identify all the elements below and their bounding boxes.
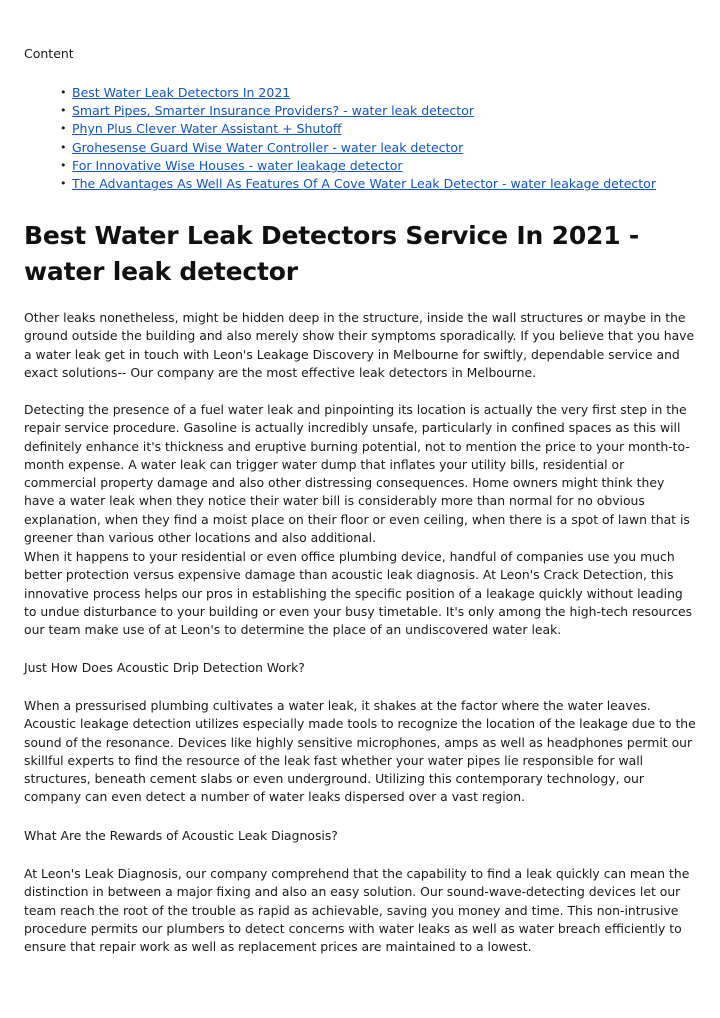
paragraph-intro: Other leaks nonetheless, might be hidden deep in the structure, inside the wall structures or maybe in the ground outside the building and also merely show their symptoms sporadically. If you believe that you have a water leak get in touch with Leon's Leakage Discovery in Melbourne for swiftly, dependable service and exact solutions-- Our company are the most effective leak detectors in Melbourne.	[24, 310, 695, 380]
subheading-how-it-works: Just How Does Acoustic Drip Detection Work?	[24, 660, 305, 675]
toc-item	[60, 84, 656, 102]
toc-link-cove-water-leak-detector[interactable]: The Advantages As Well As Features Of A Cove Water Leak Detector - water leakage detector	[72, 176, 656, 192]
toc-link-best-water-leak-detectors[interactable]: Best Water Leak Detectors In 2021	[72, 85, 291, 100]
toc-item	[60, 139, 656, 157]
page-title: Best Water Leak Detectors Service In 2021 - water leak detector	[24, 221, 640, 286]
bullet-icon: •	[60, 86, 67, 99]
bullet-icon: •	[60, 122, 67, 136]
subheading-rewards: What Are the Rewards of Acoustic Leak Diagnosis?	[24, 828, 338, 843]
paragraph-detecting: Detecting the presence of a fuel water leak and pinpointing its location is actually the very first step in the repair service procedure. Gasoline is actually incredibly unsafe, particularly in confined spaces as this will definitely enhance it's thickness and eruptive burning potential, not to mention the price to your month-to-month expense. A water leak can trigger water dump that inflates your utility bills, residential or commercial property damage and also other distressing consequences. Home owners might think they have a water leak when they notice their water bill is considerably more than normal for no obvious explanation, when they find a moist place on their floor or even ceiling, when there is a spot of lawn that is greener than various other locations and also additional.	[24, 402, 690, 546]
bullet-icon: •	[60, 140, 67, 154]
table-of-contents	[60, 84, 656, 193]
toc-item	[60, 157, 656, 175]
bullet-icon: •	[60, 158, 67, 172]
paragraph-pressurised: When a pressurised plumbing cultivates a water leak, it shakes at the factor where the water leaves. Acoustic leakage detection utilizes especially made tools to recognize the location of the leakage due to the sound of the resonance. Devices like highly sensitive microphones, amps as well as headphones permit our skillful experts to find the resource of the leak fast whether your water pipes lie responsible for wall structures, beneath cement slabs or even underground. Utilizing this contemporary technology, our company can even detect a number of water leaks dispersed over a vast region.	[24, 698, 696, 805]
toc-link-innovative-wise-houses[interactable]: For Innovative Wise Houses - water leakage detector	[72, 157, 403, 173]
toc-link-smart-pipes[interactable]: Smart Pipes, Smarter Insurance Providers? - water leak detector	[72, 103, 474, 119]
toc-item	[60, 120, 656, 138]
paragraph-rewards: At Leon's Leak Diagnosis, our company comprehend that the capability to find a leak quickly can mean the distinction in between a major fixing and also an easy solution. Our sound-wave-detecting devices let our team reach the root of the trouble as rapid as achievable, saving you money and time. This non-intrusive procedure permits our plumbers to detect concerns with water leaks as well as water breach efficiently to ensure that repair work as well as replacement prices are maintained to a lowest.	[24, 866, 690, 955]
toc-link-phyn-plus[interactable]: Phyn Plus Clever Water Assistant + Shutoff	[72, 121, 342, 137]
bullet-icon: •	[60, 177, 67, 191]
paragraph-plumbing: When it happens to your residential or even office plumbing device, handful of companies use you much better protection versus expensive damage than acoustic leak diagnosis. At Leon's Crack Detection, this innovative process helps our pros in establishing the specific position of a leakage quickly without leading to undue disturbance to your building or even your busy timetable. It's only among the high-tech resources our team make use of at Leon's to determine the place of an undiscovered water leak.	[24, 549, 693, 638]
bullet-icon: •	[60, 104, 67, 118]
toc-link-grohesense-guard[interactable]: Grohesense Guard Wise Water Controller - water leak detector	[72, 139, 464, 155]
toc-item	[60, 102, 656, 120]
content-label: Content	[24, 46, 74, 61]
toc-item	[60, 175, 656, 193]
